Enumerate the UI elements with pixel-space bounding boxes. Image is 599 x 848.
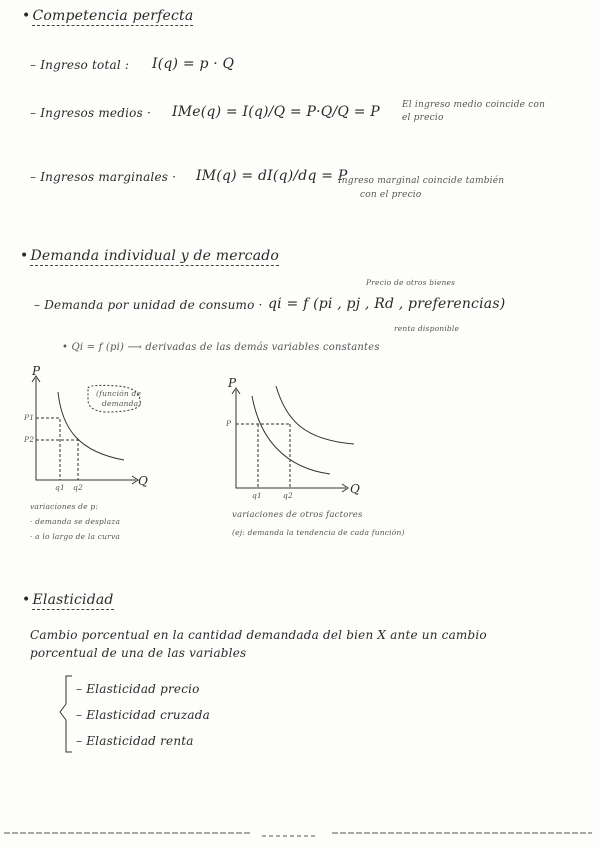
marginal-revenue-label: – Ingresos marginales · — [30, 170, 177, 184]
graph1-x2: q2 — [73, 483, 83, 492]
other-prices-note: Precio de otros bienes — [366, 278, 456, 287]
total-revenue-label: – Ingreso total : — [30, 58, 130, 72]
graph2-y1: P — [226, 419, 232, 428]
average-revenue-label: – Ingresos medios · — [30, 106, 151, 120]
graph2-x2: q2 — [283, 491, 293, 500]
demand-ceteris-paribus: • Qi = f (pi) ⟶ derivadas de las demás variables constantes — [62, 342, 380, 353]
graph1-caption-1: variaciones de p: — [30, 502, 99, 511]
graph2-p-label: P — [228, 376, 237, 390]
graph2-caption-1: variaciones de otros factores — [232, 510, 363, 520]
graph1-p-label: P — [32, 364, 41, 378]
graph2-caption-2: (ej: demanda la tendencia de cada función) — [232, 528, 405, 537]
graph1-q-label: Q — [138, 474, 149, 488]
demand-function-formula: qi = f (pi , pj , Rd , preferencias) — [268, 296, 506, 312]
graph2-q-label: Q — [350, 482, 361, 496]
total-revenue-formula: I(q) = p · Q — [152, 56, 235, 72]
disposable-income-note: renta disponible — [394, 324, 460, 333]
elasticity-item-price: – Elasticidad precio — [76, 682, 200, 696]
elasticity-description-1: Cambio porcentual en la cantidad demandada del bien X ante un cambio — [30, 628, 487, 642]
marginal-revenue-formula: IM(q) = dI(q)/dq = P — [196, 168, 348, 184]
graph1-caption-2: · demanda se desplaza — [30, 517, 121, 526]
section3-title-text: Elasticidad — [32, 592, 114, 608]
graph1-bubble-text-1: (función de — [96, 389, 142, 398]
average-revenue-note-1: El ingreso medio coincide con — [402, 100, 546, 110]
average-revenue-note-2: el precio — [402, 113, 444, 123]
elasticity-item-income: – Elasticidad renta — [76, 734, 194, 748]
bullet-icon: • — [22, 592, 31, 608]
bullet-icon: • — [22, 8, 31, 24]
average-revenue-formula: IMe(q) = I(q)/Q = P·Q/Q = P — [172, 104, 380, 120]
marginal-revenue-note-1: Ingreso marginal coincide también — [338, 176, 505, 186]
demand-unit-label: – Demanda por unidad de consumo · — [34, 298, 263, 312]
graph1-bubble-text-2: demanda) — [102, 399, 142, 408]
graph2-x1: q1 — [252, 491, 262, 500]
marginal-revenue-note-2: con el precio — [360, 190, 422, 200]
graph1-x1: q1 — [55, 483, 65, 492]
graph1-y1: P1 — [24, 413, 35, 422]
graph1-y2: P2 — [24, 435, 35, 444]
elasticity-item-cross: – Elasticidad cruzada — [76, 708, 210, 722]
section2-title-text: Demanda individual y de mercado — [30, 248, 280, 264]
bullet-icon: • — [20, 248, 29, 264]
graph1-caption-3: · a lo largo de la curva — [30, 532, 121, 541]
elasticity-description-2: porcentual de una de las variables — [30, 646, 247, 660]
section1-title-text: Competencia perfecta — [32, 8, 194, 24]
